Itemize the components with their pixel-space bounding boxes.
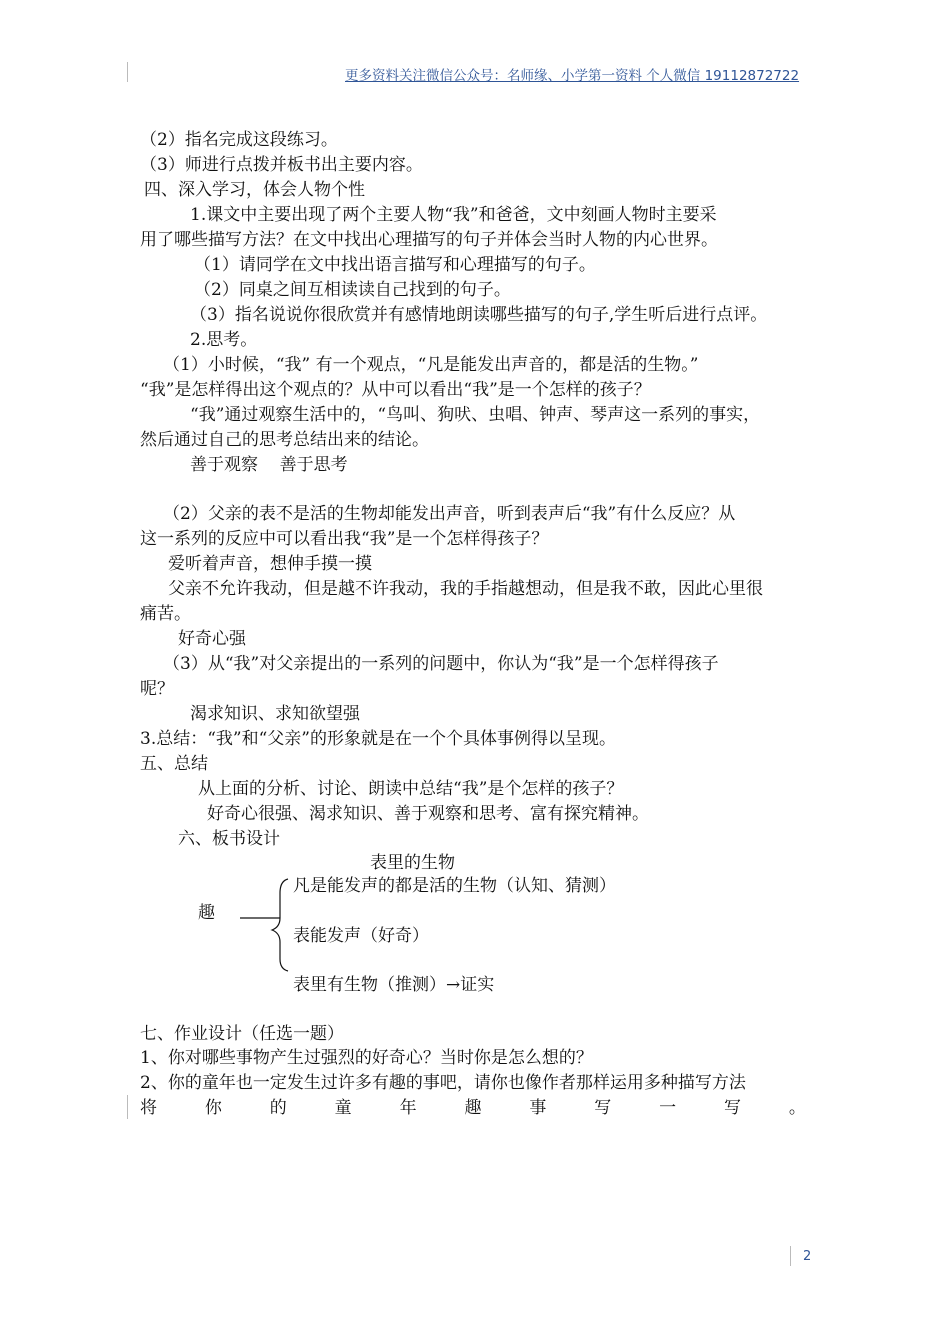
- text-line: 善于观察 善于思考: [190, 455, 348, 475]
- char: 。: [788, 1098, 806, 1118]
- text-line: （2）同桌之间互相读读自己找到的句子。: [194, 280, 511, 300]
- text-line: 2.思考。: [190, 330, 258, 350]
- board-branch: 表里有生物（推测）→证实: [293, 975, 495, 995]
- text-line: （1）请同学在文中找出语言描写和心理描写的句子。: [194, 255, 596, 275]
- board-brace: [238, 875, 298, 975]
- char: 趣: [464, 1098, 482, 1118]
- char: 写: [594, 1098, 612, 1118]
- text-line: 然后通过自己的思考总结出来的结论。: [140, 430, 429, 450]
- text-line: “我”通过观察生活中的，“鸟叫、狗吠、虫唱、钟声、琴声这一系列的事实，: [190, 405, 761, 425]
- text-line: （1）小时候，“我” 有一个观点，“凡是能发出声音的，都是活的生物。”: [163, 355, 699, 375]
- section-heading: 五、总结: [140, 754, 208, 774]
- text-line: 用了哪些描写方法？在文中找出心理描写的句子并体会当时人物的内心世界。: [140, 230, 718, 250]
- section-heading: 七、作业设计（任选一题）: [140, 1024, 344, 1044]
- text-line: 3.总结：“我”和“父亲”的形象就是在一个个具体事例得以呈现。: [140, 729, 616, 749]
- justified-last-line: [140, 1096, 806, 1120]
- text-line: （2）父亲的表不是活的生物却能发出声音，听到表声后“我”有什么反应？从: [163, 504, 736, 524]
- char: 年: [399, 1098, 417, 1118]
- text-line: 爱听着声音，想伸手摸一摸: [168, 554, 372, 574]
- text-line: 渴求知识、求知欲望强: [190, 704, 360, 724]
- char: 事: [529, 1098, 547, 1118]
- text-line: （2）指名完成这段练习。: [140, 130, 338, 150]
- char: 将: [140, 1098, 157, 1118]
- board-branch: 凡是能发声的都是活的生物（认知、猜测）: [293, 876, 616, 896]
- board-branch: 表能发声（好奇）: [293, 926, 429, 946]
- section-heading: 六、板书设计: [178, 829, 280, 849]
- text-line: 1.课文中主要出现了两个主要人物“我”和爸爸，文中刻画人物时主要采: [190, 205, 717, 225]
- text-line: 父亲不允许我动，但是越不许我动，我的手指越想动，但是我不敢，因此心里很: [168, 579, 763, 599]
- text-line: 从上面的分析、讨论、朗读中总结“我”是个怎样的孩子？: [198, 779, 624, 799]
- text-line: （3）指名说说你很欣赏并有感情地朗读哪些描写的句子,学生听后进行点评。: [190, 305, 768, 325]
- char: 一: [659, 1098, 677, 1118]
- board-root: 趣: [198, 903, 215, 923]
- text-line: 呢？: [140, 679, 174, 699]
- footer-bar: [790, 1246, 791, 1266]
- section-heading: 四、深入学习，体会人物个性: [144, 180, 365, 200]
- header-left-bar: [127, 62, 128, 82]
- text-line: （3）师进行点拨并板书出主要内容。: [140, 155, 423, 175]
- margin-bar: [127, 1095, 128, 1119]
- text-line: 这一系列的反应中可以看出我“我”是一个怎样得孩子？: [140, 529, 549, 549]
- header-link[interactable]: 更多资料关注微信公众号：名师缘、小学第一资料 个人微信 19112872722: [345, 68, 800, 84]
- char: 写: [724, 1098, 742, 1118]
- char: 童: [334, 1098, 352, 1118]
- text-line: 1、你对哪些事物产生过强烈的好奇心？当时你是怎么想的？: [140, 1048, 593, 1068]
- char: 的: [269, 1098, 287, 1118]
- text-line: 好奇心很强、渴求知识、善于观察和思考、富有探究精神。: [207, 804, 649, 824]
- page-number: 2: [803, 1249, 812, 1264]
- board-title: 表里的生物: [370, 853, 455, 873]
- text-line: （3）从“我”对父亲提出的一系列的问题中，你认为“我”是一个怎样得孩子: [163, 654, 719, 674]
- text-line: “我”是怎样得出这个观点的？从中可以看出“我”是一个怎样的孩子？: [140, 380, 651, 400]
- text-line: 2、你的童年也一定发生过许多有趣的事吧，请你也像作者那样运用多种描写方法: [140, 1073, 746, 1093]
- text-line: 好奇心强: [178, 629, 246, 649]
- text-line: 痛苦。: [140, 604, 191, 624]
- char: 你: [204, 1098, 222, 1118]
